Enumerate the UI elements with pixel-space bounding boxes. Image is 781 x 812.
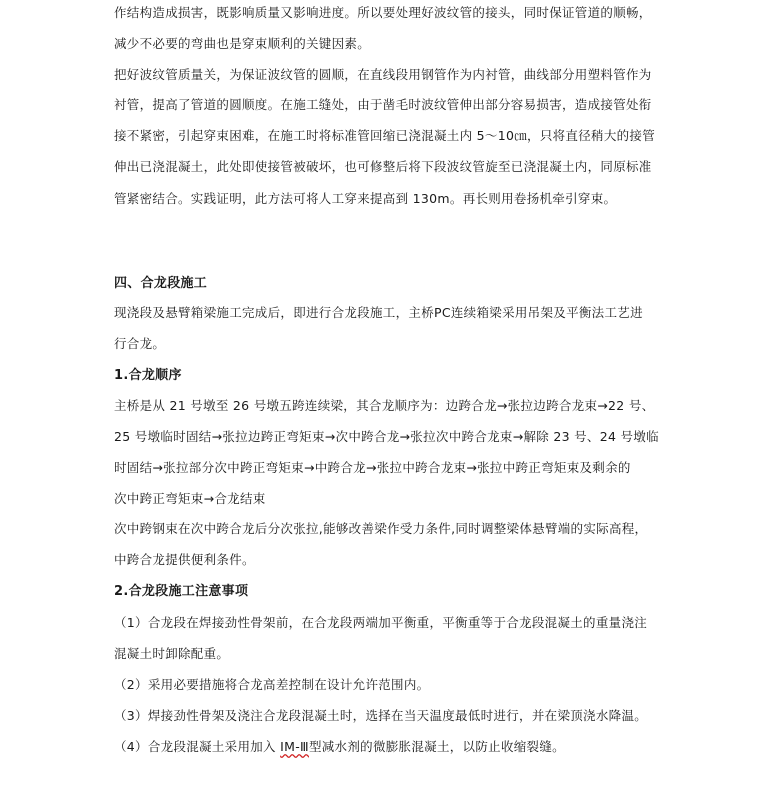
paragraph-line: 行合龙。 bbox=[114, 336, 166, 351]
paragraph-line: 管紧密结合。实践证明，此方法可将人工穿来提高到 130m。再长则用卷扬机牵引穿束。 bbox=[114, 191, 617, 206]
paragraph-line: 减少不必要的弯曲也是穿束顺利的关键因素。 bbox=[114, 36, 371, 51]
section-heading: 四、合龙段施工 bbox=[114, 276, 208, 291]
list-item-text: （4）合龙段混凝土采用加入 bbox=[114, 739, 281, 754]
paragraph-line: 中跨合龙提供便利条件。 bbox=[114, 552, 255, 567]
paragraph-line: 25 号墩临时固结→张拉边跨正弯矩束→次中跨合龙→张拉次中跨合龙束→解除 23 号、24 号墩临 bbox=[114, 429, 659, 444]
paragraph-line: 衬管，提高了管道的圆顺度。在施工缝处，由于凿毛时波纹管伸出部分容易损害，造成接管处衔 bbox=[114, 97, 652, 112]
paragraph-line: 现浇段及悬臂箱梁施工完成后，即进行合龙段施工，主桥PC连续箱梁采用吊架及平衡法工艺进 bbox=[114, 305, 643, 320]
list-item-text: 型减水剂的微膨胀混凝土，以防止收缩裂缝。 bbox=[308, 739, 565, 754]
paragraph-line: 接不紧密，引起穿束困难，在施工时将标准管回缩已浇混凝土内 5～10㎝，只将直径稍大的接管 bbox=[114, 128, 656, 143]
paragraph-line: 把好波纹管质量关，为保证波纹管的圆顺，在直线段用钢管作为内衬管，曲线部分用塑料管作为 bbox=[114, 67, 652, 82]
list-item-line: （2）采用必要措施将合龙高差控制在设计允许范围内。 bbox=[114, 677, 430, 692]
paragraph-line: 次中跨正弯矩束→合龙结束 bbox=[114, 491, 266, 506]
spellcheck-marked-text: IM-Ⅲ bbox=[280, 739, 309, 754]
subsection-heading: 2.合龙段施工注意事项 bbox=[114, 584, 249, 599]
paragraph-line: 伸出已浇混凝土，此处即使接管被破坏，也可修整后将下段波纹管旋至已浇混凝土内，同原标准 bbox=[114, 159, 652, 174]
paragraph-line: 主桥是从 21 号墩至 26 号墩五跨连续梁，其合龙顺序为：边跨合龙→张拉边跨合龙束→22 号、 bbox=[114, 398, 655, 413]
list-item-line bbox=[114, 737, 674, 757]
list-item-line: 混凝土时卸除配重。 bbox=[114, 646, 230, 661]
paragraph-line: 次中跨钢束在次中跨合龙后分次张拉,能够改善梁作受力条件,同时调整梁体悬臂端的实际高程， bbox=[114, 521, 648, 536]
list-item-line: （3）焊接劲性骨架及浇注合龙段混凝土时，选择在当天温度最低时进行，并在梁顶浇水降温。 bbox=[114, 708, 648, 723]
list-item-line: （1）合龙段在焊接劲性骨架前，在合龙段两端加平衡重，平衡重等于合龙段混凝土的重量浇注 bbox=[114, 615, 648, 630]
paragraph-line: 时固结→张拉部分次中跨正弯矩束→中跨合龙→张拉中跨合龙束→张拉中跨正弯矩束及剩余的 bbox=[114, 460, 631, 475]
paragraph-line: 作结构造成损害，既影响质量又影响进度。所以要处理好波纹管的接头，同时保证管道的顺畅， bbox=[114, 5, 652, 20]
subsection-heading: 1.合龙顺序 bbox=[114, 368, 182, 383]
